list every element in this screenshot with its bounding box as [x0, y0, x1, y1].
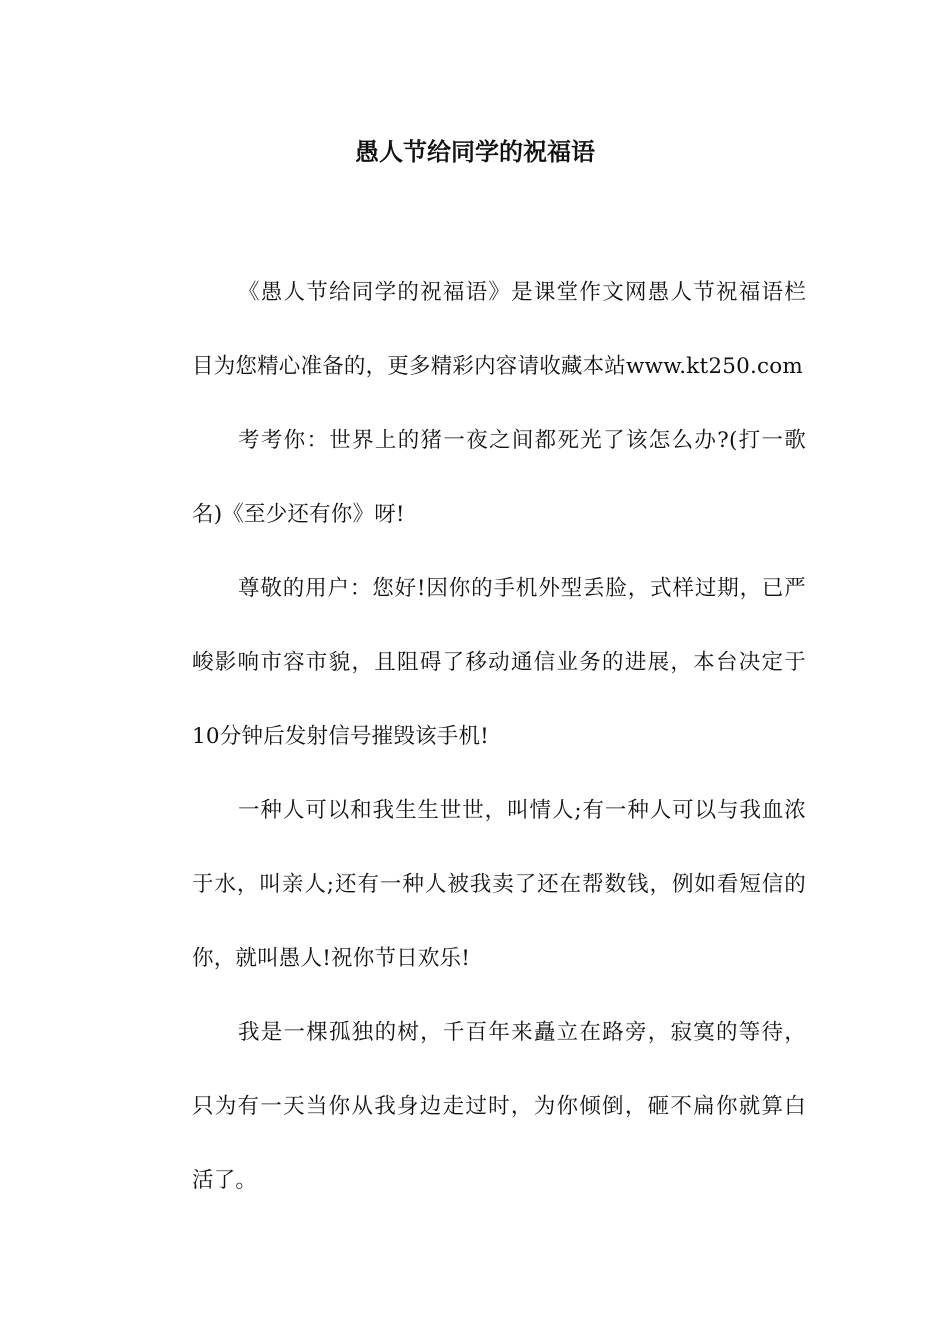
paragraph-line: 尊敬的用户：您好!因你的手机外型丢脸，式样过期，已严 — [238, 576, 806, 601]
paragraph-line: 于水，叫亲人;还有一种人被我卖了还在帮数钱，例如看短信的 — [192, 872, 806, 897]
paragraph-line: 目为您精心准备的，更多精彩内容请收藏本站www.kt250.com — [192, 354, 804, 379]
paragraph-line: 10分钟后发射信号摧毁该手机! — [192, 724, 489, 749]
document-body — [146, 256, 806, 1218]
page-title: 愚人节给同学的祝福语 — [355, 138, 595, 166]
paragraph-lonely-tree — [146, 996, 806, 1218]
paragraph-line: 名)《至少还有你》呀! — [192, 502, 405, 527]
paragraph-line: 峻影响市容市貌，且阻碍了移动通信业务的进展，本台决定于 — [192, 650, 806, 675]
paragraph-line: 你，就叫愚人!祝你节日欢乐! — [192, 946, 471, 971]
paragraph-line: 只为有一天当你从我身边走过时，为你倾倒，砸不扁你就算白 — [192, 1094, 806, 1119]
paragraph-line: 一种人可以和我生生世世，叫情人;有一种人可以与我血浓 — [238, 798, 806, 823]
paragraph-line: 考考你：世界上的猪一夜之间都死光了该怎么办?(打一歌 — [238, 428, 806, 453]
paragraph-intro — [146, 256, 806, 404]
paragraph-phone-joke — [146, 552, 806, 774]
paragraph-line: 《愚人节给同学的祝福语》是课堂作文网愚人节祝福语栏 — [238, 280, 806, 305]
paragraph-line: 我是一棵孤独的树，千百年来矗立在路旁，寂寞的等待， — [238, 1020, 806, 1045]
paragraph-line: 活了。 — [192, 1168, 258, 1193]
paragraph-three-people — [146, 774, 806, 996]
paragraph-riddle — [146, 404, 806, 552]
